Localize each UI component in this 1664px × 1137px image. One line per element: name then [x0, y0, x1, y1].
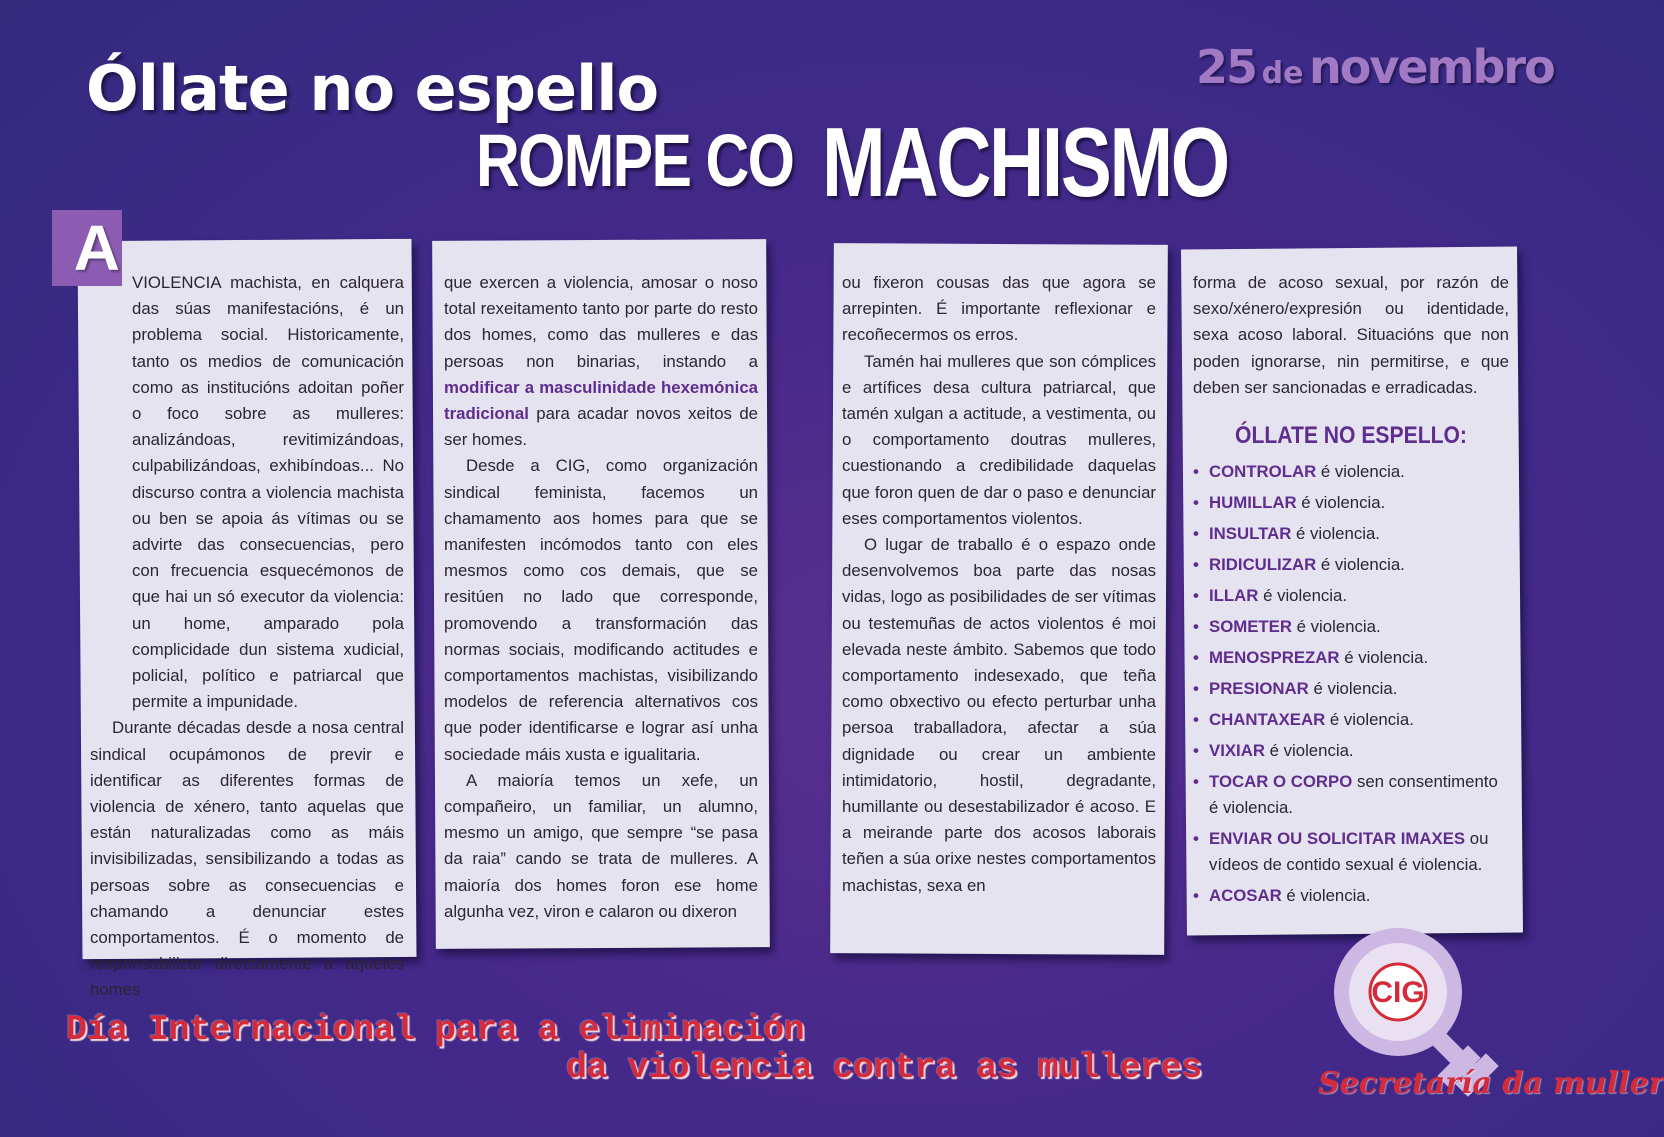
bullet-icon: • — [1193, 679, 1199, 699]
list-item: • MENOSPREZAR é violencia. — [1193, 645, 1509, 671]
bullet-icon: • — [1193, 586, 1199, 606]
bullet-icon: • — [1193, 741, 1199, 761]
bullet-icon: • — [1193, 648, 1199, 668]
bullet-icon: • — [1193, 886, 1199, 906]
footer-line-1: Día Internacional para a eliminación — [66, 1010, 805, 1050]
drop-cap: A — [52, 210, 122, 286]
list-item: • VIXIAR é violencia. — [1193, 738, 1509, 764]
list-item: • CONTROLAR é violencia. — [1193, 459, 1509, 485]
list-item: • ACOSAR é violencia. — [1193, 883, 1509, 909]
mirror-heading: ÓLLATE NO ESPELLO: — [1235, 422, 1467, 450]
bullet-icon: • — [1193, 617, 1199, 637]
paragraph — [444, 270, 758, 453]
footer-line-2: da violencia contra as mulleres — [566, 1048, 1202, 1088]
paragraph: Durante décadas desde a nosa central sindical ocupámonos de previr e identificar as diferentes formas de violencia de xénero, tanto aquelas que están naturalizadas como as máis invisibilizadas, sensibilizando a todas as persoas sobre as consecuencias e chamando a denunciar estes comportamentos. É o momento de responsabilizar directamente a aqueles homes — [90, 718, 404, 1000]
bullet-icon: • — [1193, 493, 1199, 513]
violence-list — [1193, 459, 1509, 909]
paragraph: Desde a CIG, como organización sindical feminista, facemos un chamamento aos homes para que se manifesten incómodos tanto con eles mesmos como cos demais, que se resitúen no lado que corresponde, promovendo a transformación das normas sociais, modificando actitudes e comportamentos machistas, visibilizando modelos de referencia alternativos cos que poder identificarse e lograr así unha sociedade máis xusta e igualitaria. — [444, 456, 758, 764]
article-column-3 — [842, 270, 1156, 899]
paragraph: A maioría temos un xefe, un compañeiro, un familiar, un alumno, mesmo un amigo, que sempre “se pasa da raia” cando se trata de mulleres. A maioría dos homes foron ese home algunha vez, viron e calaron ou dixeron — [444, 770, 758, 921]
date-day: 25 — [1196, 40, 1257, 94]
article-column-2 — [444, 270, 758, 925]
bullet-icon: • — [1193, 710, 1199, 730]
bullet-icon: • — [1193, 772, 1199, 792]
list-item: • TOCAR O CORPO sen consentimento é violencia. — [1193, 769, 1509, 821]
logo-text: CIG — [1371, 976, 1425, 1009]
article-column-1 — [90, 270, 404, 1004]
bullet-icon: • — [1193, 524, 1199, 544]
paragraph: Tamén hai mulleres que son cómplices e artífices desa cultura patriarcal, que tamén xulgan a actitude, a vestimenta, ou o comportamento doutras mulleres, cuestionando a credibilidade daquelas que foron quen de dar o paso e denunciar eses comportamentos violentos. — [842, 351, 1156, 528]
bullet-icon: • — [1193, 555, 1199, 575]
highlight-text: modificar a masculinidade hexemónica tradicional — [444, 377, 758, 424]
title-machismo: MACHISMO — [822, 107, 1228, 217]
paragraph: forma de acoso sexual, por razón de sexo/xénero/expresión ou identidade, sexa acoso laboral. Situacións que non poden ignorarse, nin permitirse, e que deben ser sancionadas e erradicadas. — [1193, 273, 1509, 397]
list-item: • RIDICULIZAR é violencia. — [1193, 552, 1509, 578]
title-line-2 — [476, 107, 1228, 217]
paragraph: VIOLENCIA machista, en calquera das súas manifestacións, é un problema social. Historicamente, tanto os medios de comunicación como as institucións adoitan poñer o foco sobre as mulleres: analizándoas, revitimizándoas, culpabilizándoas, exhibíndoas... No discurso contra a violencia machista ou ben se apoia ás vítimas ou se advirte das consecuencias, pero con frecuencia esquecémonos de que hai un só executor da violencia: un home, amparado pola complicidade dun sistema xudicial, policial, político e patriarcal que permite a impunidade. — [132, 273, 404, 712]
bullet-icon: • — [1193, 462, 1199, 482]
list-item: • CHANTAXEAR é violencia. — [1193, 707, 1509, 733]
title-rompe-co: ROMPE CO — [476, 119, 794, 202]
article-column-4 — [1193, 270, 1509, 914]
title-line-1: Óllate no espello — [86, 52, 659, 125]
paragraph-text: para acadar novos xeitos de ser homes. — [444, 404, 758, 450]
list-item: • HUMILLAR é violencia. — [1193, 490, 1509, 516]
list-item: • PRESIONAR é violencia. — [1193, 676, 1509, 702]
paragraph-text: que exercen a violencia, amosar o noso total rexeitamento tanto por parte do resto dos homes, como das mulleres e das persoas non binarias, instando a — [444, 273, 758, 371]
date-de: de — [1261, 56, 1304, 91]
date-month: novembro — [1309, 40, 1554, 94]
list-item: • ILLAR é violencia. — [1193, 583, 1509, 609]
list-item: • INSULTAR é violencia. — [1193, 521, 1509, 547]
list-item: • SOMETER é violencia. — [1193, 614, 1509, 640]
date-label — [1196, 40, 1554, 94]
list-item: • ENVIAR OU SOLICITAR IMAXES ou vídeos de contido sexual é violencia. — [1193, 826, 1509, 878]
bullet-icon: • — [1193, 829, 1199, 849]
paragraph: ou fixeron cousas das que agora se arrepinten. É importante reflexionar e recoñecermos os erros. — [842, 273, 1156, 345]
paragraph: O lugar de traballo é o espazo onde desenvolvemos boa parte das nosas vidas, logo as posibilidades de ser vítimas ou testemuñas de actos violentos é moi elevada neste ámbito. Sabemos que todo comportamento indesexado, que teña como obxectivo ou efecto perturbar unha persoa traballadora, afectar a súa dignidade ou crear un ambiente intimidatorio, hostil, degradante, humillante ou desestabilizador é acoso. E a meirande parte dos acosos laborais teñen a súa orixe nestes comportamentos machistas, sexa en — [842, 535, 1156, 895]
logo-caption: Secretaría da muller — [1318, 1066, 1664, 1101]
